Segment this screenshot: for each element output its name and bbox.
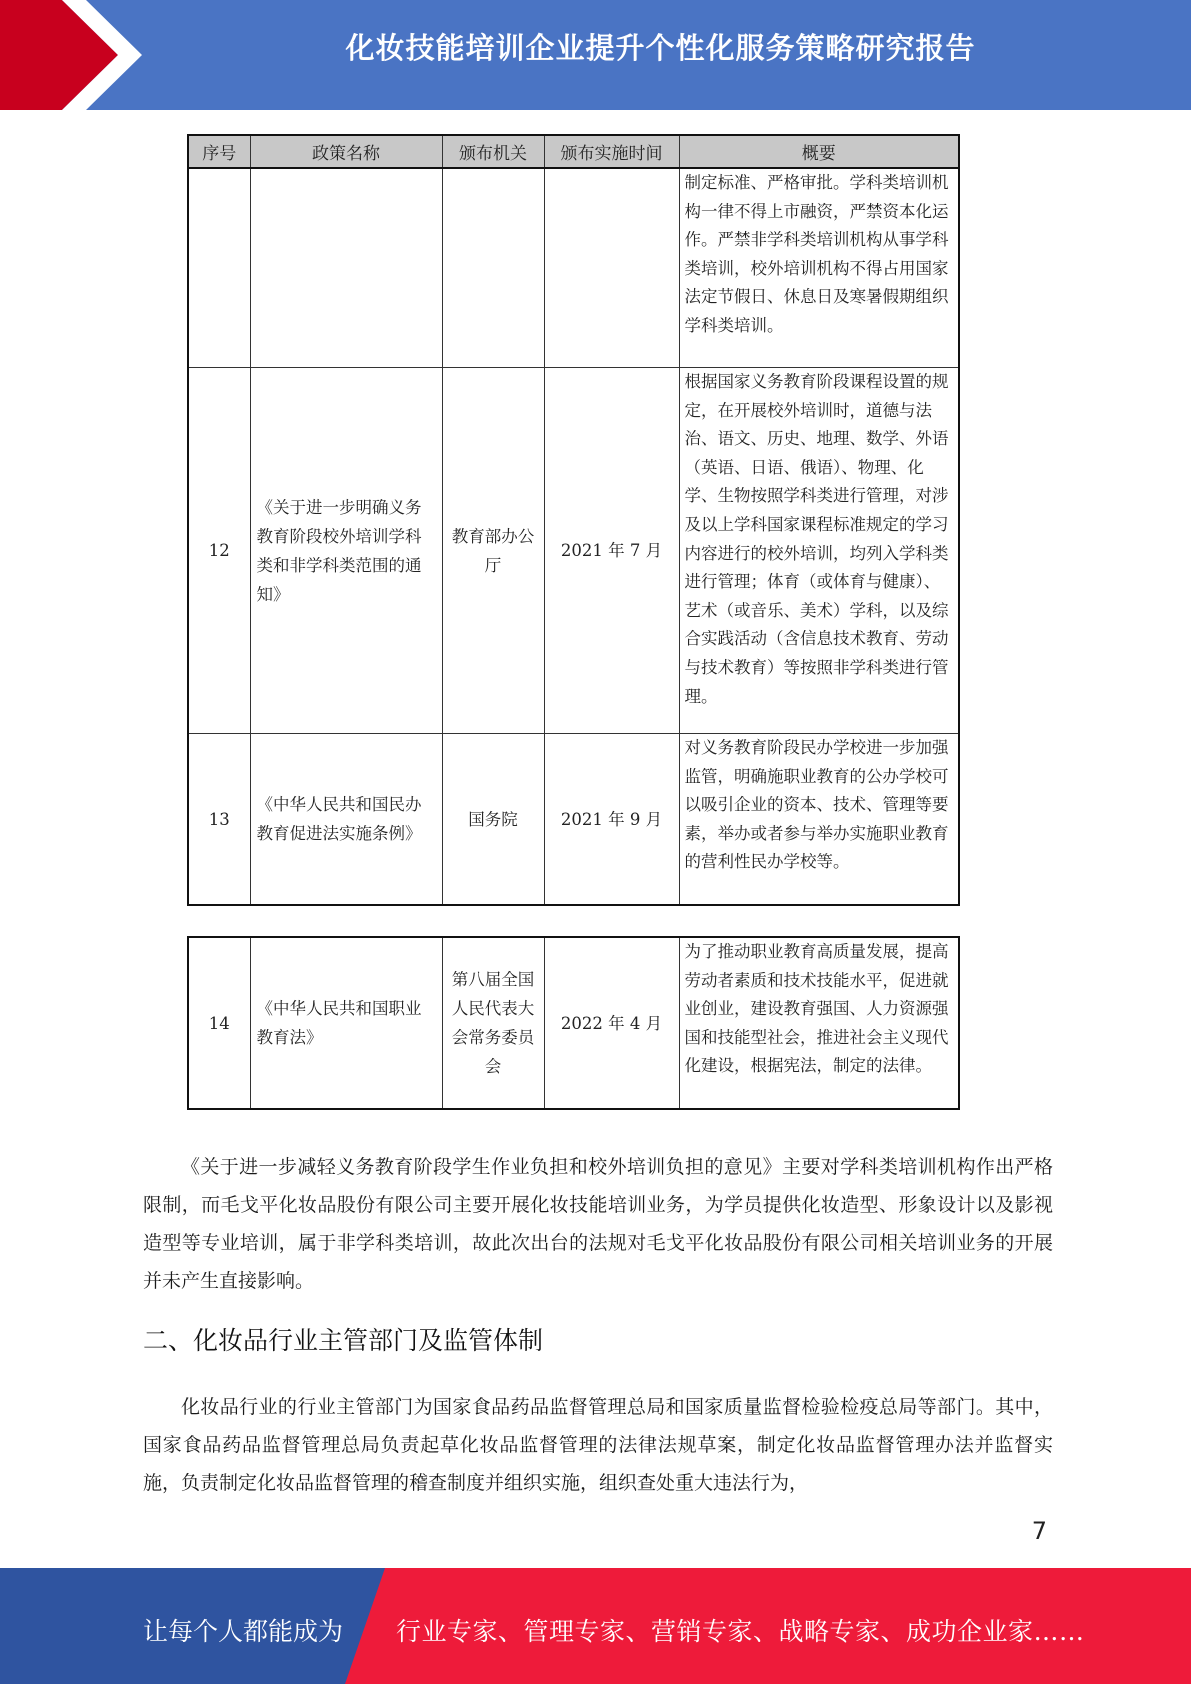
page-number: 7 bbox=[1031, 1517, 1047, 1545]
body-paragraph: 《关于进一步减轻义务教育阶段学生作业负担和校外培训负担的意见》主要对学科类培训机构作出严格限制，而毛戈平化妆品股份有限公司主要开展化妆技能培训业务，为学员提供化妆造型、形象设计以及影视造型等专业培训，属于非学科类培训，故此次出台的法规对毛戈平化妆品股份有限公司相关培训业务的开展并未产生直接影响。 bbox=[143, 1156, 1053, 1292]
table-row bbox=[188, 168, 959, 368]
issue-date: 2022 年 4 月 bbox=[544, 937, 679, 1109]
report-title: 化妆技能培训企业提升个性化服务策略研究报告 bbox=[345, 31, 976, 65]
column-header-date: 颁布实施时间 bbox=[544, 135, 679, 168]
policy-summary: 制定标准、严格审批。学科类培训机构一律不得上市融资，严禁资本化运作。严禁非学科类培训机构从事学科类培训，校外培训机构不得占用国家法定节假日、休息日及寒暑假期组织学科类培训。 bbox=[679, 168, 959, 368]
table-row bbox=[188, 937, 959, 1109]
policy-name: 《关于进一步明确义务教育阶段校外培训学科类和非学科类范围的通知》 bbox=[250, 368, 442, 734]
policy-summary: 根据国家义务教育阶段课程设置的规定，在开展校外培训时，道德与法治、语文、历史、地理、数学、外语（英语、日语、俄语）、物理、化学、生物按照学科类进行管理，对涉及以上学科国家课程标准规定的学习内容进行的校外培训，均列入学科类进行管理；体育（或体育与健康）、艺术（或音乐、美术）学科，以及综合实践活动（含信息技术教育、劳动与技术教育）等按照非学科类进行管理。 bbox=[679, 368, 959, 734]
page-footer bbox=[0, 1568, 1191, 1684]
footer-slogan-left: 让每个人都能成为 bbox=[143, 1617, 344, 1646]
column-header-authority: 颁布机关 bbox=[442, 135, 544, 168]
body-paragraph: 化妆品行业的行业主管部门为国家食品药品监督管理总局和国家质量监督检验检疫总局等部门。其中，国家食品药品监督管理总局负责起草化妆品监督管理的法律法规草案，制定化妆品监督管理办法并监督实施，负责制定化妆品监督管理的稽查制度并组织实施，组织查处重大违法行为， bbox=[143, 1396, 1053, 1494]
column-header-name: 政策名称 bbox=[250, 135, 442, 168]
issue-date: 2021 年 9 月 bbox=[544, 734, 679, 906]
page-header bbox=[0, 0, 1191, 110]
issue-date bbox=[544, 168, 679, 368]
issuing-authority bbox=[442, 168, 544, 368]
issue-date: 2021 年 7 月 bbox=[544, 368, 679, 734]
policy-summary: 为了推动职业教育高质量发展，提高劳动者素质和技术技能水平，促进就业创业，建设教育强国、人力资源强国和技能型社会，推进社会主义现代化建设，根据宪法，制定的法律。 bbox=[679, 937, 959, 1109]
policy-summary: 对义务教育阶段民办学校进一步加强监管，明确施职业教育的公办学校可以吸引企业的资本、技术、管理等要素，举办或者参与举办实施职业教育的营利性民办学校等。 bbox=[679, 734, 959, 906]
table-row bbox=[188, 368, 959, 734]
policy-table bbox=[187, 134, 960, 906]
column-header-no: 序号 bbox=[188, 135, 250, 168]
policy-table-continued bbox=[187, 936, 960, 1110]
policy-name: 《中华人民共和国职业教育法》 bbox=[250, 937, 442, 1109]
row-number: 13 bbox=[188, 734, 250, 906]
table-header-row bbox=[188, 135, 959, 168]
issuing-authority: 教育部办公厅 bbox=[442, 368, 544, 734]
policy-name: 《中华人民共和国民办教育促进法实施条例》 bbox=[250, 734, 442, 906]
row-number: 12 bbox=[188, 368, 250, 734]
column-header-summary: 概要 bbox=[679, 135, 959, 168]
issuing-authority: 国务院 bbox=[442, 734, 544, 906]
row-number bbox=[188, 168, 250, 368]
row-number: 14 bbox=[188, 937, 250, 1109]
table-row bbox=[188, 734, 959, 906]
header-arrow-decoration bbox=[0, 0, 170, 110]
section-heading: 二、化妆品行业主管部门及监管体制 bbox=[143, 1326, 544, 1355]
footer-slogan-right: 行业专家、管理专家、营销专家、战略专家、成功企业家…… bbox=[396, 1617, 1085, 1646]
issuing-authority: 第八届全国人民代表大会常务委员会 bbox=[442, 937, 544, 1109]
policy-name bbox=[250, 168, 442, 368]
